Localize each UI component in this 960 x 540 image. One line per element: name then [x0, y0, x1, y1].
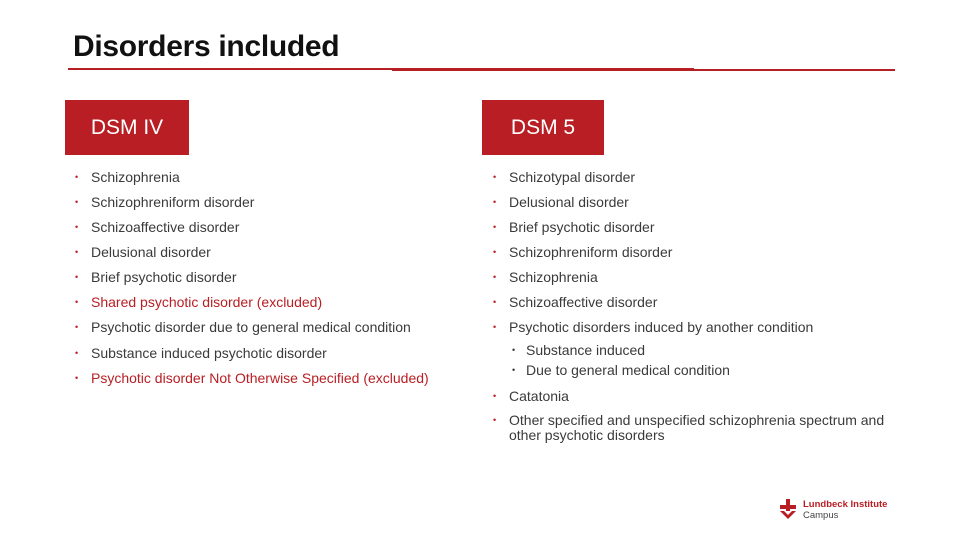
slide-title: Disorders included [73, 30, 340, 63]
list-item: • Catatonia [490, 388, 890, 405]
list-item: • Delusional disorder [72, 244, 452, 261]
list-item: • Other specified and unspecified schizophrenia spectrum and other psychotic disorders [490, 413, 890, 443]
list-item: • Schizophrenia [490, 269, 890, 286]
list-item: • Psychotic disorder due to general medical condition [72, 319, 452, 336]
list-item: • Delusional disorder [490, 194, 890, 211]
title-underline-accent [392, 69, 895, 71]
list-item: • Schizophreniform disorder [490, 244, 890, 261]
list-item: • Schizoaffective disorder [72, 219, 452, 236]
dsm-5-header: DSM 5 [482, 100, 604, 155]
list-item: • Brief psychotic disorder [490, 219, 890, 236]
dsm-iv-header: DSM IV [65, 100, 189, 155]
list-item: • Brief psychotic disorder [72, 269, 452, 286]
sub-list-item: • Due to general medical condition [509, 360, 890, 380]
sub-list [509, 340, 890, 380]
list-item-excluded: • Psychotic disorder Not Otherwise Specified (excluded) [72, 370, 452, 387]
dsm-iv-list [72, 169, 452, 387]
sub-list-item: • Substance induced [509, 340, 890, 360]
lundbeck-mark-icon [779, 499, 797, 519]
list-item: • Schizophrenia [72, 169, 452, 186]
list-item-label: Psychotic disorders induced by another condition [509, 319, 814, 335]
logo-subtitle: Campus [803, 510, 839, 521]
list-item: • Schizophreniform disorder [72, 194, 452, 211]
list-item-with-subitems [490, 319, 890, 380]
list-item-excluded: • Shared psychotic disorder (excluded) [72, 294, 452, 311]
list-item: • Schizotypal disorder [490, 169, 890, 186]
dsm-5-list [490, 169, 890, 443]
logo-name: Lundbeck Institute [803, 499, 888, 510]
list-item: • Schizoaffective disorder [490, 294, 890, 311]
lundbeck-logo [779, 499, 887, 521]
list-item: • Substance induced psychotic disorder [72, 345, 452, 362]
